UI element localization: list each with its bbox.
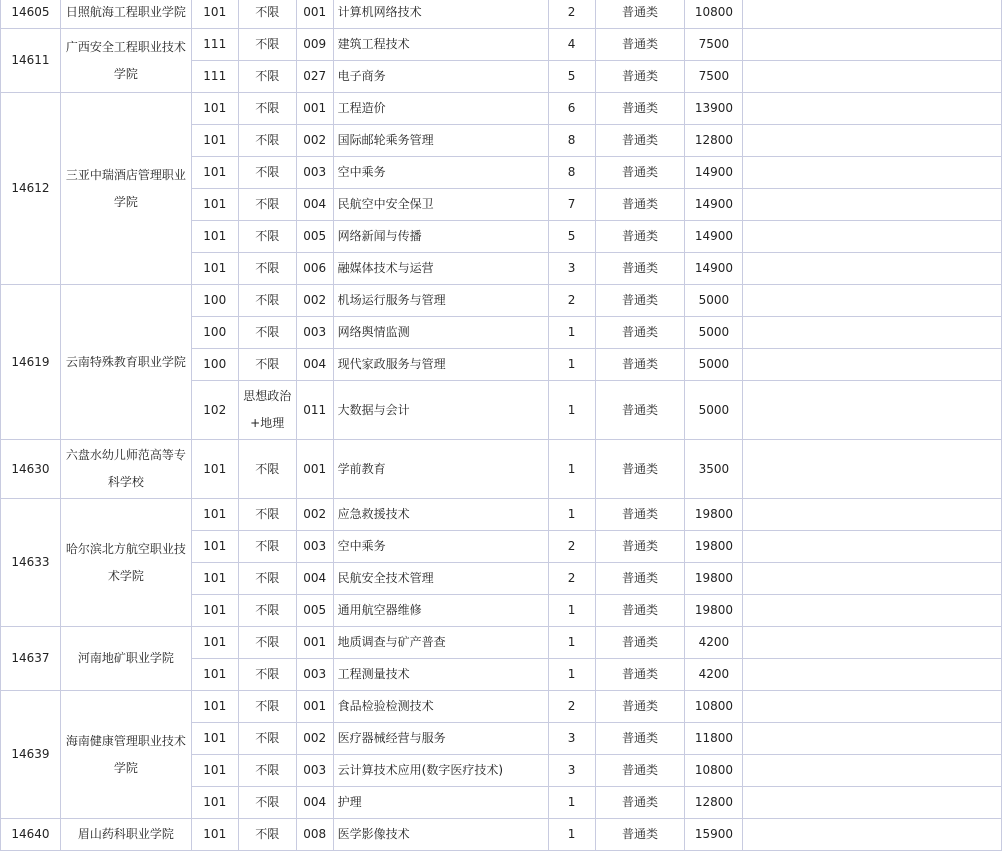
school-code-cell: 14612 [1, 93, 61, 285]
major-code-cell: 001 [296, 93, 333, 125]
category-cell: 普通类 [595, 349, 685, 381]
category-cell: 普通类 [595, 595, 685, 627]
blank-cell [743, 499, 1002, 531]
plan-count-cell: 2 [548, 0, 595, 29]
plan-count-cell: 8 [548, 157, 595, 189]
plan-count-cell: 5 [548, 61, 595, 93]
level-code-cell: 111 [191, 29, 238, 61]
major-code-cell: 002 [296, 285, 333, 317]
plan-count-cell: 2 [548, 691, 595, 723]
level-code-cell: 101 [191, 157, 238, 189]
school-name-cell: 六盘水幼儿师范高等专科学校 [60, 440, 191, 499]
category-cell: 普通类 [595, 531, 685, 563]
major-code-cell: 002 [296, 125, 333, 157]
table-row [1, 499, 1002, 531]
major-name-cell: 医疗器械经营与服务 [333, 723, 548, 755]
blank-cell [743, 317, 1002, 349]
category-cell: 普通类 [595, 755, 685, 787]
subject-requirement-cell: 思想政治+地理 [238, 381, 296, 440]
blank-cell [743, 29, 1002, 61]
level-code-cell: 101 [191, 659, 238, 691]
major-name-cell: 机场运行服务与管理 [333, 285, 548, 317]
subject-requirement-cell: 不限 [238, 691, 296, 723]
school-name-cell: 河南地矿职业学院 [60, 627, 191, 691]
plan-count-cell: 6 [548, 93, 595, 125]
category-cell: 普通类 [595, 499, 685, 531]
plan-count-cell: 5 [548, 221, 595, 253]
major-code-cell: 003 [296, 157, 333, 189]
major-code-cell: 001 [296, 440, 333, 499]
major-name-cell: 民航空中安全保卫 [333, 189, 548, 221]
subject-requirement-cell: 不限 [238, 0, 296, 29]
category-cell: 普通类 [595, 819, 685, 851]
level-code-cell: 101 [191, 0, 238, 29]
blank-cell [743, 440, 1002, 499]
table-row [1, 93, 1002, 125]
subject-requirement-cell: 不限 [238, 285, 296, 317]
tuition-cell: 4200 [685, 627, 743, 659]
school-code-cell: 14640 [1, 819, 61, 851]
tuition-cell: 5000 [685, 317, 743, 349]
major-code-cell: 006 [296, 253, 333, 285]
major-code-cell: 002 [296, 723, 333, 755]
level-code-cell: 101 [191, 691, 238, 723]
table-row [1, 627, 1002, 659]
category-cell: 普通类 [595, 563, 685, 595]
blank-cell [743, 221, 1002, 253]
major-name-cell: 计算机网络技术 [333, 0, 548, 29]
school-code-cell: 14630 [1, 440, 61, 499]
major-name-cell: 食品检验检测技术 [333, 691, 548, 723]
category-cell: 普通类 [595, 157, 685, 189]
category-cell: 普通类 [595, 723, 685, 755]
tuition-cell: 10800 [685, 691, 743, 723]
blank-cell [743, 61, 1002, 93]
major-code-cell: 011 [296, 381, 333, 440]
subject-requirement-cell: 不限 [238, 595, 296, 627]
subject-requirement-cell: 不限 [238, 627, 296, 659]
major-code-cell: 005 [296, 595, 333, 627]
tuition-cell: 14900 [685, 157, 743, 189]
plan-count-cell: 7 [548, 189, 595, 221]
category-cell: 普通类 [595, 659, 685, 691]
major-code-cell: 027 [296, 61, 333, 93]
blank-cell [743, 285, 1002, 317]
tuition-cell: 14900 [685, 221, 743, 253]
major-code-cell: 003 [296, 317, 333, 349]
tuition-cell: 12800 [685, 787, 743, 819]
table-row [1, 29, 1002, 61]
major-code-cell: 003 [296, 531, 333, 563]
plan-count-cell: 2 [548, 563, 595, 595]
blank-cell [743, 787, 1002, 819]
category-cell: 普通类 [595, 0, 685, 29]
subject-requirement-cell: 不限 [238, 787, 296, 819]
blank-cell [743, 595, 1002, 627]
plan-count-cell: 2 [548, 531, 595, 563]
major-name-cell: 电子商务 [333, 61, 548, 93]
tuition-cell: 3500 [685, 440, 743, 499]
school-name-cell: 云南特殊教育职业学院 [60, 285, 191, 440]
subject-requirement-cell: 不限 [238, 349, 296, 381]
level-code-cell: 100 [191, 349, 238, 381]
tuition-cell: 14900 [685, 253, 743, 285]
level-code-cell: 101 [191, 755, 238, 787]
category-cell: 普通类 [595, 61, 685, 93]
plan-count-cell: 1 [548, 659, 595, 691]
plan-count-cell: 1 [548, 349, 595, 381]
major-name-cell: 现代家政服务与管理 [333, 349, 548, 381]
school-code-cell: 14633 [1, 499, 61, 627]
major-code-cell: 005 [296, 221, 333, 253]
tuition-cell: 10800 [685, 755, 743, 787]
subject-requirement-cell: 不限 [238, 253, 296, 285]
level-code-cell: 101 [191, 440, 238, 499]
blank-cell [743, 349, 1002, 381]
tuition-cell: 19800 [685, 563, 743, 595]
subject-requirement-cell: 不限 [238, 755, 296, 787]
blank-cell [743, 189, 1002, 221]
major-name-cell: 云计算技术应用(数字医疗技术) [333, 755, 548, 787]
table-row [1, 819, 1002, 851]
blank-cell [743, 125, 1002, 157]
tuition-cell: 12800 [685, 125, 743, 157]
category-cell: 普通类 [595, 125, 685, 157]
tuition-cell: 7500 [685, 61, 743, 93]
major-code-cell: 001 [296, 0, 333, 29]
subject-requirement-cell: 不限 [238, 563, 296, 595]
table-row [1, 691, 1002, 723]
school-code-cell: 14639 [1, 691, 61, 819]
category-cell: 普通类 [595, 317, 685, 349]
major-code-cell: 004 [296, 189, 333, 221]
major-code-cell: 009 [296, 29, 333, 61]
major-code-cell: 001 [296, 627, 333, 659]
category-cell: 普通类 [595, 627, 685, 659]
major-name-cell: 地质调查与矿产普查 [333, 627, 548, 659]
plan-count-cell: 2 [548, 285, 595, 317]
major-name-cell: 学前教育 [333, 440, 548, 499]
tuition-cell: 7500 [685, 29, 743, 61]
table-row [1, 285, 1002, 317]
table-row [1, 440, 1002, 499]
category-cell: 普通类 [595, 440, 685, 499]
blank-cell [743, 723, 1002, 755]
blank-cell [743, 531, 1002, 563]
major-code-cell: 008 [296, 819, 333, 851]
category-cell: 普通类 [595, 221, 685, 253]
subject-requirement-cell: 不限 [238, 125, 296, 157]
level-code-cell: 101 [191, 531, 238, 563]
plan-count-cell: 1 [548, 499, 595, 531]
subject-requirement-cell: 不限 [238, 499, 296, 531]
school-code-cell: 14637 [1, 627, 61, 691]
school-code-cell: 14619 [1, 285, 61, 440]
table-row [1, 0, 1002, 29]
major-name-cell: 大数据与会计 [333, 381, 548, 440]
subject-requirement-cell: 不限 [238, 317, 296, 349]
level-code-cell: 101 [191, 125, 238, 157]
major-name-cell: 护理 [333, 787, 548, 819]
tuition-cell: 5000 [685, 349, 743, 381]
category-cell: 普通类 [595, 787, 685, 819]
plan-count-cell: 3 [548, 755, 595, 787]
blank-cell [743, 659, 1002, 691]
blank-cell [743, 627, 1002, 659]
level-code-cell: 100 [191, 317, 238, 349]
level-code-cell: 101 [191, 819, 238, 851]
subject-requirement-cell: 不限 [238, 819, 296, 851]
subject-requirement-cell: 不限 [238, 659, 296, 691]
level-code-cell: 101 [191, 253, 238, 285]
major-name-cell: 医学影像技术 [333, 819, 548, 851]
plan-count-cell: 3 [548, 723, 595, 755]
major-name-cell: 工程测量技术 [333, 659, 548, 691]
tuition-cell: 19800 [685, 531, 743, 563]
tuition-cell: 15900 [685, 819, 743, 851]
level-code-cell: 101 [191, 189, 238, 221]
tuition-cell: 14900 [685, 189, 743, 221]
major-name-cell: 通用航空器维修 [333, 595, 548, 627]
school-name-cell: 日照航海工程职业学院 [60, 0, 191, 29]
subject-requirement-cell: 不限 [238, 189, 296, 221]
major-name-cell: 空中乘务 [333, 531, 548, 563]
plan-count-cell: 1 [548, 317, 595, 349]
major-code-cell: 004 [296, 563, 333, 595]
major-code-cell: 004 [296, 787, 333, 819]
level-code-cell: 101 [191, 221, 238, 253]
category-cell: 普通类 [595, 253, 685, 285]
major-code-cell: 001 [296, 691, 333, 723]
blank-cell [743, 0, 1002, 29]
level-code-cell: 101 [191, 787, 238, 819]
level-code-cell: 101 [191, 595, 238, 627]
school-name-cell: 哈尔滨北方航空职业技术学院 [60, 499, 191, 627]
school-name-cell: 海南健康管理职业技术学院 [60, 691, 191, 819]
subject-requirement-cell: 不限 [238, 440, 296, 499]
level-code-cell: 102 [191, 381, 238, 440]
blank-cell [743, 691, 1002, 723]
subject-requirement-cell: 不限 [238, 531, 296, 563]
school-code-cell: 14611 [1, 29, 61, 93]
level-code-cell: 111 [191, 61, 238, 93]
subject-requirement-cell: 不限 [238, 93, 296, 125]
subject-requirement-cell: 不限 [238, 723, 296, 755]
major-name-cell: 工程造价 [333, 93, 548, 125]
tuition-cell: 13900 [685, 93, 743, 125]
plan-count-cell: 1 [548, 819, 595, 851]
major-code-cell: 004 [296, 349, 333, 381]
school-name-cell: 眉山药科职业学院 [60, 819, 191, 851]
blank-cell [743, 381, 1002, 440]
blank-cell [743, 157, 1002, 189]
tuition-cell: 4200 [685, 659, 743, 691]
tuition-cell: 5000 [685, 285, 743, 317]
tuition-cell: 11800 [685, 723, 743, 755]
plan-count-cell: 3 [548, 253, 595, 285]
category-cell: 普通类 [595, 691, 685, 723]
blank-cell [743, 253, 1002, 285]
blank-cell [743, 563, 1002, 595]
major-name-cell: 国际邮轮乘务管理 [333, 125, 548, 157]
major-name-cell: 网络舆情监测 [333, 317, 548, 349]
plan-count-cell: 1 [548, 595, 595, 627]
tuition-cell: 19800 [685, 499, 743, 531]
category-cell: 普通类 [595, 381, 685, 440]
level-code-cell: 101 [191, 93, 238, 125]
level-code-cell: 100 [191, 285, 238, 317]
major-name-cell: 网络新闻与传播 [333, 221, 548, 253]
category-cell: 普通类 [595, 285, 685, 317]
major-code-cell: 003 [296, 755, 333, 787]
level-code-cell: 101 [191, 499, 238, 531]
category-cell: 普通类 [595, 189, 685, 221]
plan-count-cell: 1 [548, 381, 595, 440]
major-code-cell: 002 [296, 499, 333, 531]
major-name-cell: 建筑工程技术 [333, 29, 548, 61]
major-name-cell: 民航安全技术管理 [333, 563, 548, 595]
level-code-cell: 101 [191, 563, 238, 595]
major-name-cell: 融媒体技术与运营 [333, 253, 548, 285]
category-cell: 普通类 [595, 93, 685, 125]
school-code-cell: 14605 [1, 0, 61, 29]
major-name-cell: 应急救援技术 [333, 499, 548, 531]
subject-requirement-cell: 不限 [238, 61, 296, 93]
level-code-cell: 101 [191, 723, 238, 755]
subject-requirement-cell: 不限 [238, 29, 296, 61]
school-name-cell: 广西安全工程职业技术学院 [60, 29, 191, 93]
major-name-cell: 空中乘务 [333, 157, 548, 189]
blank-cell [743, 755, 1002, 787]
table-body [1, 0, 1002, 851]
major-code-cell: 003 [296, 659, 333, 691]
level-code-cell: 101 [191, 627, 238, 659]
category-cell: 普通类 [595, 29, 685, 61]
plan-count-cell: 1 [548, 627, 595, 659]
tuition-cell: 5000 [685, 381, 743, 440]
plan-count-cell: 8 [548, 125, 595, 157]
plan-count-cell: 1 [548, 787, 595, 819]
blank-cell [743, 93, 1002, 125]
subject-requirement-cell: 不限 [238, 157, 296, 189]
plan-count-cell: 1 [548, 440, 595, 499]
tuition-cell: 10800 [685, 0, 743, 29]
blank-cell [743, 819, 1002, 851]
plan-count-cell: 4 [548, 29, 595, 61]
tuition-cell: 19800 [685, 595, 743, 627]
school-name-cell: 三亚中瑞酒店管理职业学院 [60, 93, 191, 285]
subject-requirement-cell: 不限 [238, 221, 296, 253]
